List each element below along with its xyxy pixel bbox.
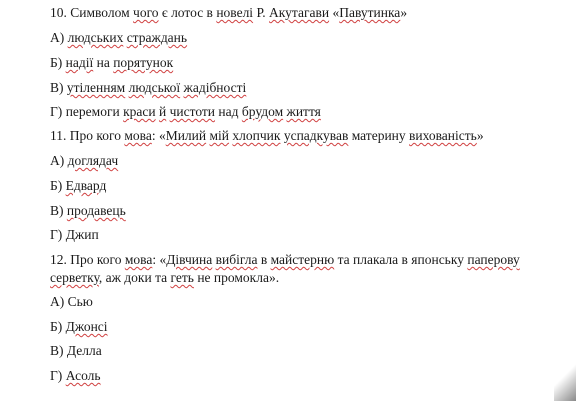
text-fragment: продавець: [66, 203, 126, 218]
option-letter: А): [50, 294, 65, 309]
text-fragment: геть: [170, 270, 194, 285]
text-fragment: вибігла: [215, 252, 258, 267]
option-letter: Г): [50, 227, 63, 242]
text-fragment: брудом: [241, 104, 284, 119]
text-fragment: чого: [133, 5, 159, 20]
question-10-text: [50, 5, 407, 21]
option-letter: А): [50, 30, 65, 45]
option-letter: В): [50, 80, 64, 95]
text-fragment: та плакала в японську: [334, 252, 468, 267]
text-fragment: життя: [286, 104, 321, 119]
question-11-option-d: [50, 227, 99, 243]
text-fragment: успадкував: [283, 128, 349, 143]
text-fragment: Р.: [253, 5, 270, 20]
text-fragment: Про кого: [70, 252, 125, 267]
text-fragment: на: [93, 55, 114, 70]
text-fragment: паперову: [467, 252, 520, 267]
text-fragment: чистоти: [169, 104, 216, 119]
option-letter: А): [50, 153, 65, 168]
question-number: 11.: [50, 128, 67, 143]
text-fragment: доглядач: [67, 153, 119, 168]
option-letter: В): [50, 203, 64, 218]
question-12-option-d: [50, 368, 101, 384]
text-fragment: Павутинка: [339, 5, 401, 20]
text-fragment: перемоги: [65, 104, 124, 119]
text-fragment: Про кого: [69, 128, 125, 143]
text-fragment: , аж доки та: [98, 270, 171, 285]
text-fragment: »: [476, 128, 484, 143]
text-fragment: мій: [209, 128, 230, 143]
question-12-option-a: [50, 294, 93, 310]
text-fragment: утіленням: [66, 80, 126, 95]
text-fragment: мова: [124, 128, 152, 143]
option-letter: Б): [50, 55, 63, 70]
option-letter: Г): [50, 368, 63, 383]
question-11-text: [50, 128, 484, 144]
text-fragment: Делла: [66, 343, 102, 358]
text-fragment: краси: [123, 104, 156, 119]
text-fragment: над: [215, 104, 242, 119]
text-fragment: Дівчина: [166, 252, 213, 267]
question-10-option-b: [50, 55, 173, 71]
text-fragment: мова: [124, 252, 153, 267]
text-fragment: Акутагави: [269, 5, 330, 20]
question-12-text-line-1: [50, 252, 520, 268]
question-12-text-line-2: [50, 270, 279, 286]
text-fragment: новелі: [216, 5, 254, 20]
question-12-option-b: [50, 319, 108, 335]
text-fragment: : «: [152, 252, 167, 267]
page-corner-shadow: [554, 361, 576, 401]
option-letter: Б): [50, 178, 63, 193]
text-fragment: серветку: [50, 270, 99, 285]
question-10-option-a: [50, 30, 187, 46]
text-fragment: є лотос в: [158, 5, 217, 20]
text-fragment: страждань: [126, 30, 188, 45]
text-fragment: Джип: [65, 227, 99, 242]
option-letter: В): [50, 343, 64, 358]
text-fragment: жадібності: [183, 80, 247, 95]
text-fragment: : «: [151, 128, 166, 143]
text-fragment: Джонсі: [65, 319, 108, 334]
text-fragment: Сью: [67, 294, 93, 309]
text-fragment: хлопчик: [232, 128, 281, 143]
text-fragment: »: [400, 5, 408, 20]
text-fragment: Едвард: [65, 178, 107, 193]
text-fragment: людської: [128, 80, 181, 95]
text-fragment: майстерню: [270, 252, 335, 267]
text-fragment: надії: [65, 55, 94, 70]
question-11-option-c: [50, 203, 126, 219]
text-fragment: Милий: [165, 128, 207, 143]
question-11-option-a: [50, 153, 118, 169]
question-number: 12.: [50, 252, 67, 267]
question-12-option-c: [50, 343, 102, 359]
question-10-option-c: [50, 80, 246, 96]
text-fragment: вихованість: [409, 128, 477, 143]
text-fragment: не промокла».: [193, 270, 280, 285]
text-fragment: Асоль: [65, 368, 101, 383]
question-number: 10.: [50, 5, 67, 20]
text-fragment: в: [257, 252, 271, 267]
text-fragment: «: [329, 5, 340, 20]
text-fragment: материну: [348, 128, 410, 143]
text-fragment: й: [158, 104, 167, 119]
question-11-option-b: [50, 178, 106, 194]
option-letter: Г): [50, 104, 63, 119]
question-10-option-d: [50, 104, 321, 120]
text-fragment: людських: [67, 30, 124, 45]
text-fragment: порятунок: [113, 55, 174, 70]
option-letter: Б): [50, 319, 63, 334]
text-fragment: Символом: [70, 5, 134, 20]
